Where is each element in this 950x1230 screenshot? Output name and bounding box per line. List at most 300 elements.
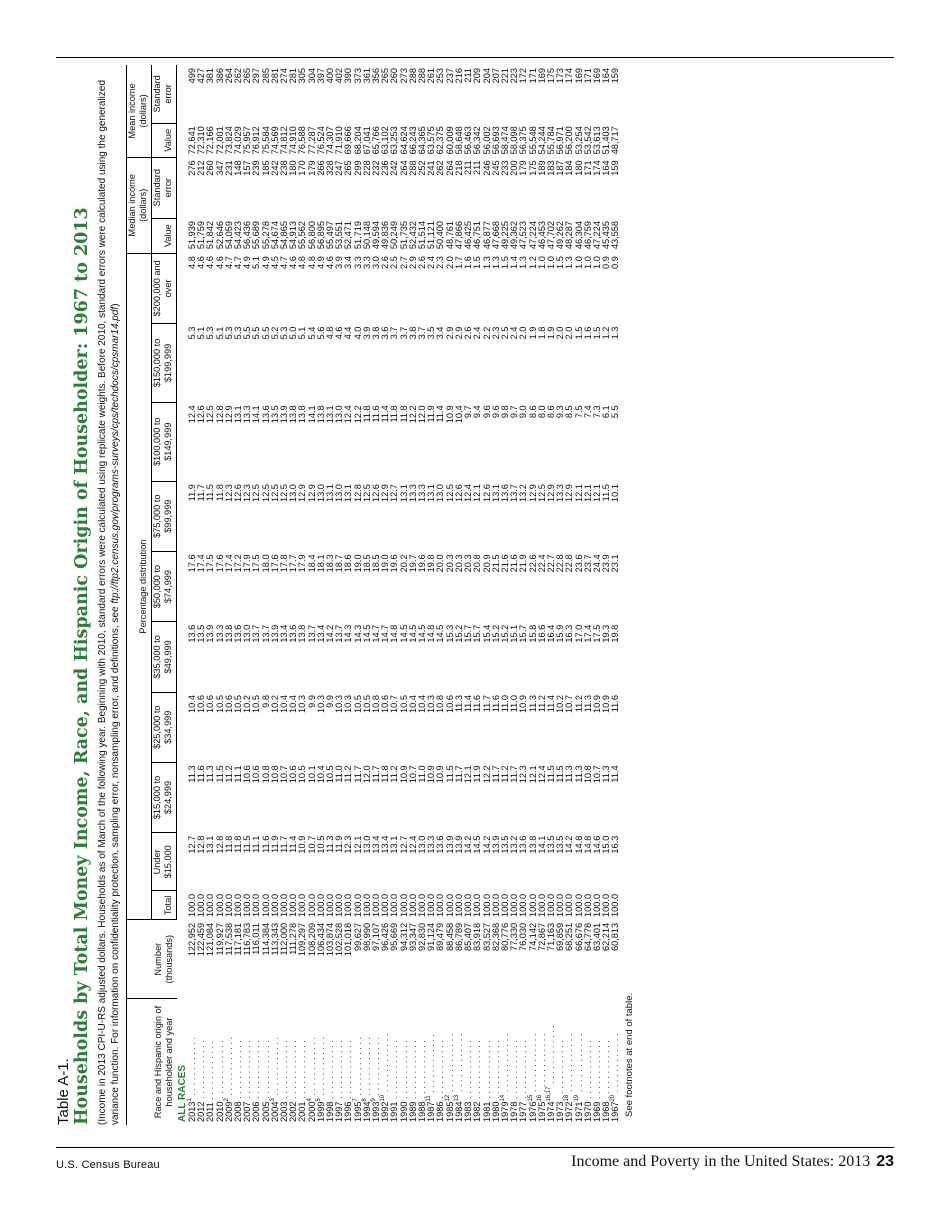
cell-as: 169	[536, 68, 547, 84]
cell-b1: 14.5	[472, 835, 483, 854]
cell-b8: 5.5	[251, 326, 262, 340]
cell-b6: 13.2	[518, 484, 529, 502]
cell-n: 97,107	[371, 922, 382, 952]
cell-as: 204	[481, 68, 492, 84]
leader-dots: . . . . . . . . . . . .	[444, 1033, 455, 1095]
cell-b9: 4.6	[214, 256, 225, 269]
cell-ms: 264	[444, 160, 455, 176]
cell-b9: 2.4	[426, 256, 437, 269]
row-year-text: 1973	[555, 1101, 566, 1122]
cell-b1: 13.9	[444, 835, 455, 854]
cell-b2: 10.6	[251, 765, 262, 784]
cell-b5: 20.3	[463, 554, 474, 573]
cell-b8: 1.5	[573, 326, 584, 340]
cell-ms: 245	[490, 160, 501, 176]
cell-b4: 15.4	[481, 624, 492, 643]
cell-ms: 183	[545, 160, 556, 176]
cell-b2: 11.0	[334, 765, 345, 783]
cell-ms: 184	[564, 160, 575, 176]
cell-n: 119,927	[214, 922, 225, 956]
cell-b1: 13.5	[545, 835, 556, 854]
cell-b9: 1.5	[472, 256, 483, 269]
cell-b3: 10.2	[555, 695, 566, 713]
cell-av: 63,102	[380, 126, 391, 155]
leader-dots: . . . . . . . . . . . .	[315, 1036, 326, 1099]
cell-b2: 11.7	[509, 765, 520, 783]
cell-b1: 12.8	[214, 835, 225, 854]
leader-dots: . . . . . . . . . . . .	[361, 1036, 372, 1099]
cell-b4: 19.8	[610, 624, 621, 643]
cell-b2: 11.5	[545, 765, 556, 783]
row-year-text: 1998	[325, 1101, 336, 1122]
cell-b4: 13.4	[315, 624, 326, 643]
cell-b4: 13.6	[288, 624, 299, 643]
cell-n: 114,384	[260, 922, 271, 956]
cell-b4: 15.9	[555, 624, 566, 643]
cell-b4: 17.5	[591, 624, 602, 643]
table-footnote: See footnotes at end of table.	[623, 992, 635, 1117]
cell-as: 274	[279, 68, 290, 84]
cell-t: 100.0	[555, 893, 566, 917]
cell-b5: 18.0	[260, 554, 271, 573]
cell-b1: 15.0	[601, 835, 612, 854]
cell-b7: 9.8	[499, 405, 510, 419]
cell-b6: 12.6	[371, 484, 382, 502]
leader-dots: . . . . . . . . . . . .	[463, 1040, 474, 1102]
cell-av: 53,613	[591, 126, 602, 155]
cell-t: 100.0	[536, 893, 547, 917]
cell-mv: 49,362	[509, 221, 520, 250]
cell-b7: 13.1	[325, 405, 336, 424]
cell-as: 381	[205, 68, 216, 84]
cell-b6: 13.1	[490, 484, 501, 502]
cell-n: 95,669	[389, 922, 400, 952]
cell-b8: 3.9	[361, 326, 372, 340]
cell-b8: 2.9	[444, 326, 455, 340]
cell-b2: 10.7	[279, 765, 290, 784]
cell-b3: 10.6	[196, 695, 207, 713]
cell-av: 66,243	[407, 126, 418, 155]
cell-b3: 10.3	[315, 695, 326, 713]
cell-b9: 1.0	[591, 256, 602, 269]
cell-b9: 4.7	[233, 256, 244, 269]
cell-b9: 1.0	[582, 256, 593, 269]
cell-ms: 170	[297, 160, 308, 176]
cell-b3: 10.8	[435, 695, 446, 713]
cell-b1: 16.3	[610, 835, 621, 854]
cell-ms: 179	[518, 160, 529, 176]
cell-b6: 13.0	[315, 484, 326, 502]
cell-t: 100.0	[417, 893, 428, 917]
cell-b9: 0.9	[601, 256, 612, 269]
cell-b2: 10.5	[297, 765, 308, 784]
cell-b3: 11.6	[472, 695, 483, 713]
cell-n: 86,789	[453, 922, 464, 952]
footer-publisher: U.S. Census Bureau	[56, 1159, 160, 1171]
cell-b1: 11.5	[242, 835, 253, 853]
cell-b3: 11.3	[527, 695, 538, 713]
cell-b8: 3.7	[417, 326, 428, 340]
row-year-text: 1977	[518, 1101, 529, 1122]
cell-b1: 13.8	[527, 835, 538, 854]
cell-b7: 12.9	[223, 405, 234, 424]
cell-b7: 14.1	[251, 405, 262, 424]
cell-as: 260	[389, 68, 400, 84]
cell-as: 373	[352, 68, 363, 84]
cell-b4: 13.7	[251, 624, 262, 643]
cell-b4: 14.5	[361, 624, 372, 643]
cell-b5: 23.9	[601, 554, 612, 573]
cell-t: 100.0	[251, 893, 262, 917]
cell-b6: 13.1	[426, 484, 437, 502]
cell-b1: 11.7	[279, 835, 290, 853]
cell-b4: 14.5	[435, 624, 446, 643]
leader-dots: . . . . . . . . . . . .	[527, 1033, 538, 1095]
cell-t: 100.0	[527, 893, 538, 917]
cell-t: 100.0	[306, 893, 317, 917]
cell-as: 169	[573, 68, 584, 84]
cell-b5: 21.5	[490, 554, 501, 573]
header-number: Number (thousands)	[127, 920, 177, 999]
cell-mv: 54,059	[223, 221, 234, 250]
cell-b3: 10.4	[187, 695, 197, 713]
cell-as: 397	[315, 68, 326, 84]
cell-b9: 2.6	[417, 256, 428, 269]
cell-as: 297	[251, 68, 262, 84]
cell-b3: 10.3	[426, 695, 437, 713]
cell-b9: 4.8	[306, 256, 317, 269]
cell-av: 69,666	[343, 126, 354, 155]
cell-n: 60,813	[610, 922, 621, 952]
cell-b5: 17.6	[269, 554, 280, 573]
row-year-footnote: 5	[315, 1098, 322, 1102]
cell-n: 76,030	[518, 922, 529, 952]
cell-n: 91,124	[426, 922, 437, 952]
cell-as: 499	[187, 68, 197, 84]
cell-b6: 13.3	[417, 484, 428, 502]
cell-b7: 12.0	[417, 405, 428, 424]
cell-b4: 14.7	[380, 624, 391, 643]
cell-b1: 13.3	[426, 835, 437, 854]
cell-t: 100.0	[444, 893, 455, 917]
cell-b7: 7.5	[573, 405, 584, 419]
row-year-text: 1967	[610, 1101, 621, 1122]
cell-b5: 22.4	[536, 554, 547, 573]
cell-b7: 13.8	[315, 405, 326, 424]
cell-b5: 18.3	[325, 554, 336, 573]
income-table	[126, 65, 621, 1125]
cell-as: 400	[325, 68, 336, 84]
cell-b1: 11.9	[269, 835, 280, 853]
cell-t: 100.0	[426, 893, 437, 917]
cell-ms: 246	[481, 160, 492, 176]
cell-as: 305	[297, 68, 308, 84]
cell-n: 89,479	[435, 922, 446, 952]
cell-b8: 3.7	[389, 326, 400, 340]
row-year-footnote: 3	[269, 1098, 276, 1102]
cell-t: 100.0	[564, 893, 575, 917]
row-year-footnote: 16	[536, 1094, 543, 1102]
cell-n: 122,459	[196, 922, 207, 957]
cell-t: 100.0	[352, 893, 363, 917]
cell-b1: 13.5	[555, 835, 566, 854]
cell-b9: 4.9	[260, 256, 271, 269]
cell-as: 261	[426, 68, 437, 84]
cell-as: 264	[223, 68, 234, 84]
cell-b9: 2.6	[380, 256, 391, 269]
cell-b2: 10.7	[591, 765, 602, 784]
leader-dots: . . . . . . . . . . . .	[472, 1040, 483, 1102]
cell-b8: 2.2	[481, 326, 492, 340]
cell-b2: 12.3	[518, 765, 529, 784]
row-year-text: 2001	[297, 1101, 308, 1122]
cell-b2: 11.3	[187, 765, 197, 783]
cell-ms: 231	[223, 160, 234, 176]
cell-ms: 180	[288, 160, 299, 176]
cell-b1: 14.8	[582, 835, 593, 854]
cell-b4: 19.3	[601, 624, 612, 643]
cell-b5: 24.4	[591, 554, 602, 573]
leader-dots: . . . . . . . . . . . .	[325, 1040, 336, 1102]
cell-t: 100.0	[260, 893, 271, 917]
cell-b4: 13.7	[334, 624, 345, 643]
cell-b3: 10.4	[288, 695, 299, 713]
cell-b3: 9.9	[306, 695, 317, 708]
cell-n: 116,783	[242, 922, 253, 956]
cell-av: 72,001	[214, 126, 225, 155]
leader-dots: . . . . . . . . . . . .	[242, 1040, 253, 1102]
cell-b8: 1.6	[582, 326, 593, 340]
cell-n: 121,084	[205, 922, 216, 957]
cell-mv: 51,759	[196, 221, 207, 250]
cell-b5: 18.6	[343, 554, 354, 573]
header-stub: Race and Hispanic origin of householder and year	[127, 999, 177, 1126]
cell-b9: 4.6	[288, 256, 299, 269]
cell-b6: 12.3	[242, 484, 253, 502]
cell-b1: 14.8	[573, 835, 584, 854]
cell-t: 100.0	[196, 893, 207, 917]
cell-b7: 12.2	[407, 405, 418, 424]
cell-av: 56,002	[481, 126, 492, 155]
leader-dots: . . . . . . . . . . . .	[453, 1033, 464, 1095]
cell-b3: 10.4	[417, 695, 428, 713]
cell-av: 72,166	[205, 126, 216, 155]
cell-b8: 2.9	[453, 326, 464, 340]
cell-b4: 13.0	[242, 624, 253, 643]
cell-n: 62,214	[601, 922, 612, 952]
header-under-15000: Under $15,000	[152, 833, 177, 891]
cell-ms: 232	[371, 160, 382, 176]
cell-b3: 10.3	[297, 695, 308, 713]
cell-b7: 12.4	[187, 405, 197, 424]
cell-b2: 11.5	[555, 765, 566, 783]
cell-b4: 15.7	[472, 624, 483, 643]
cell-mv: 49,836	[380, 221, 391, 250]
cell-b9: 3.3	[361, 256, 372, 269]
cell-mv: 47,866	[453, 221, 464, 250]
row-year-text: 1985	[444, 1101, 455, 1122]
cell-b3: 10.6	[205, 695, 216, 713]
cell-b6: 12.9	[306, 484, 317, 502]
cell-b8: 4.4	[343, 326, 354, 340]
cell-b3: 10.5	[361, 695, 372, 713]
cell-as: 273	[398, 68, 409, 84]
cell-b1: 12.8	[196, 835, 207, 854]
cell-ms: 239	[251, 160, 262, 176]
cell-b7: 8.6	[527, 405, 538, 419]
cell-b6: 13.1	[325, 484, 336, 502]
cell-b6: 13.0	[334, 484, 345, 502]
leader-dots: . . . . . . . . . . . .	[214, 1040, 225, 1102]
cell-b6: 13.3	[407, 484, 418, 502]
cell-as: 265	[380, 68, 391, 84]
cell-b5: 17.4	[223, 554, 234, 573]
cell-b9: 2.0	[444, 256, 455, 269]
cell-mv: 45,435	[601, 221, 612, 250]
cell-ms: 148	[233, 160, 244, 176]
cell-b3: 10.7	[389, 695, 400, 713]
cell-ms: 211	[472, 160, 483, 176]
cell-as: 265	[242, 68, 253, 84]
cell-t: 100.0	[610, 893, 621, 917]
leader-dots: . . . . . . . . . . . .	[371, 1036, 382, 1099]
header-mean-value: Value	[152, 123, 177, 157]
cell-b6: 13.6	[499, 484, 510, 502]
cell-b8: 2.0	[555, 326, 566, 340]
cell-av: 58,098	[509, 126, 520, 155]
cell-b2: 11.5	[214, 765, 225, 783]
cell-ms: 174	[591, 160, 602, 176]
cell-b5: 19.0	[352, 554, 363, 573]
cell-b7: 6.1	[601, 405, 612, 419]
cell-n: 64,778	[582, 922, 593, 952]
cell-b9: 1.3	[490, 256, 501, 269]
cell-b2: 11.0	[417, 765, 428, 783]
cell-b7: 9.7	[509, 405, 520, 419]
header-15000-24999: $15,000 to $24,999	[152, 762, 177, 832]
cell-b7: 13.3	[242, 405, 253, 424]
cell-n: 117,538	[223, 922, 234, 956]
cell-ms: 175	[527, 160, 538, 176]
cell-b5: 17.2	[233, 554, 244, 573]
cell-as: 288	[407, 68, 418, 84]
cell-b2: 11.4	[610, 765, 621, 783]
cell-mv: 46,425	[463, 221, 474, 250]
cell-n: 63,401	[591, 922, 602, 952]
cell-t: 100.0	[591, 893, 602, 917]
row-year-footnote: 7	[352, 1098, 359, 1102]
cell-ms: 288	[407, 160, 418, 176]
cell-b5: 22.8	[555, 554, 566, 573]
cell-b7: 11.4	[380, 405, 391, 423]
cell-n: 88,458	[444, 922, 455, 952]
cell-b9: 1.4	[509, 256, 520, 269]
cell-t: 100.0	[187, 893, 197, 917]
cell-b4: 16.3	[564, 624, 575, 643]
cell-av: 74,569	[269, 126, 280, 155]
cell-t: 100.0	[509, 893, 520, 917]
cell-n: 96,426	[380, 922, 391, 952]
cell-t: 100.0	[325, 893, 336, 917]
cell-b3: 11.4	[463, 695, 474, 713]
cell-b1: 14.1	[536, 835, 547, 854]
cell-b5: 20.3	[453, 554, 464, 573]
cell-b1: 11.1	[251, 835, 262, 853]
cell-mv: 53,551	[334, 221, 345, 250]
cell-t: 100.0	[518, 893, 529, 917]
cell-av: 55,784	[545, 126, 556, 155]
cell-b1: 13.6	[518, 835, 529, 854]
cell-av: 56,971	[555, 126, 566, 155]
cell-av: 67,041	[361, 126, 372, 155]
row-year-footnote: 10	[380, 1094, 387, 1102]
cell-ms: 171	[582, 160, 593, 176]
cell-t: 100.0	[334, 893, 345, 917]
leader-dots: . . . . . . . . . . . .	[407, 1040, 418, 1102]
cell-n: 69,859	[555, 922, 566, 952]
cell-b2: 11.9	[472, 765, 483, 783]
cell-b3: 10.5	[352, 695, 363, 713]
row-year-text: 1992	[380, 1101, 391, 1122]
cell-av: 51,403	[601, 126, 612, 155]
cell-av: 62,375	[435, 126, 446, 155]
cell-b9: 2.3	[435, 256, 446, 269]
leader-dots: . . . . . . . . . . . .	[352, 1036, 363, 1099]
cell-t: 100.0	[214, 893, 225, 917]
cell-b1: 11.4	[288, 835, 299, 853]
row-year-footnote: 8	[361, 1098, 368, 1102]
cell-b6: 12.5	[444, 484, 455, 502]
cell-b3: 11.6	[490, 695, 501, 713]
row-year-footnote: 4	[306, 1098, 313, 1102]
cell-n: 71,163	[545, 922, 556, 952]
cell-b3: 10.2	[269, 695, 280, 713]
row-year-text: 1997	[334, 1101, 345, 1122]
cell-b1: 10.5	[315, 835, 326, 854]
cell-b7: 9.4	[472, 405, 483, 419]
note-url[interactable]: ftp://ftp2.census.gov/programs-surveys/cps/techdocs/cpsmar14.pdf	[110, 306, 121, 604]
leader-dots: . . . . . . . . . . . .	[380, 1033, 391, 1095]
cell-b5: 17.6	[214, 554, 225, 573]
cell-n: 74,142	[527, 922, 538, 952]
cell-t: 100.0	[582, 893, 593, 917]
note-text: (Income in 2013 CPI-U-RS adjusted dollars. Households as of March of the following year. Beginning with 2010, standard errors were calculated using replicate weights. Before 2010, standard errors were calculated using the generalized variance function. For information on confidentiality protection, sampling error, nonsampling error, and definitions, see	[97, 79, 121, 1125]
table-note	[96, 75, 122, 1125]
cell-b6: 12.9	[545, 484, 556, 502]
cell-b3: 10.5	[233, 695, 244, 713]
bottom-rule	[56, 1147, 894, 1148]
cell-b6: 12.3	[223, 484, 234, 502]
cell-b2: 11.3	[573, 765, 584, 783]
cell-mv: 55,278	[260, 221, 271, 250]
cell-b8: 5.2	[269, 326, 280, 340]
cell-b2: 12.4	[536, 765, 547, 784]
cell-ms: 189	[536, 160, 547, 176]
cell-t: 100.0	[545, 893, 556, 917]
section-title: ALL RACES	[176, 1064, 188, 1122]
row-year-text: 2000	[306, 1101, 317, 1122]
cell-b4: 14.5	[407, 624, 418, 643]
cell-b9: 1.7	[453, 256, 464, 269]
cell-b2: 11.6	[196, 765, 207, 783]
leader-dots: . . . . . . . . . . . .	[582, 1040, 593, 1102]
row-year-text: 2002	[288, 1101, 299, 1122]
cell-ms: 242	[389, 160, 400, 176]
row-year-footnote: 18	[564, 1094, 571, 1102]
leader-dots: . . . . . . . . . . . .	[564, 1033, 575, 1095]
cell-b4: 13.3	[214, 624, 225, 643]
cell-b6: 10.1	[610, 484, 621, 502]
